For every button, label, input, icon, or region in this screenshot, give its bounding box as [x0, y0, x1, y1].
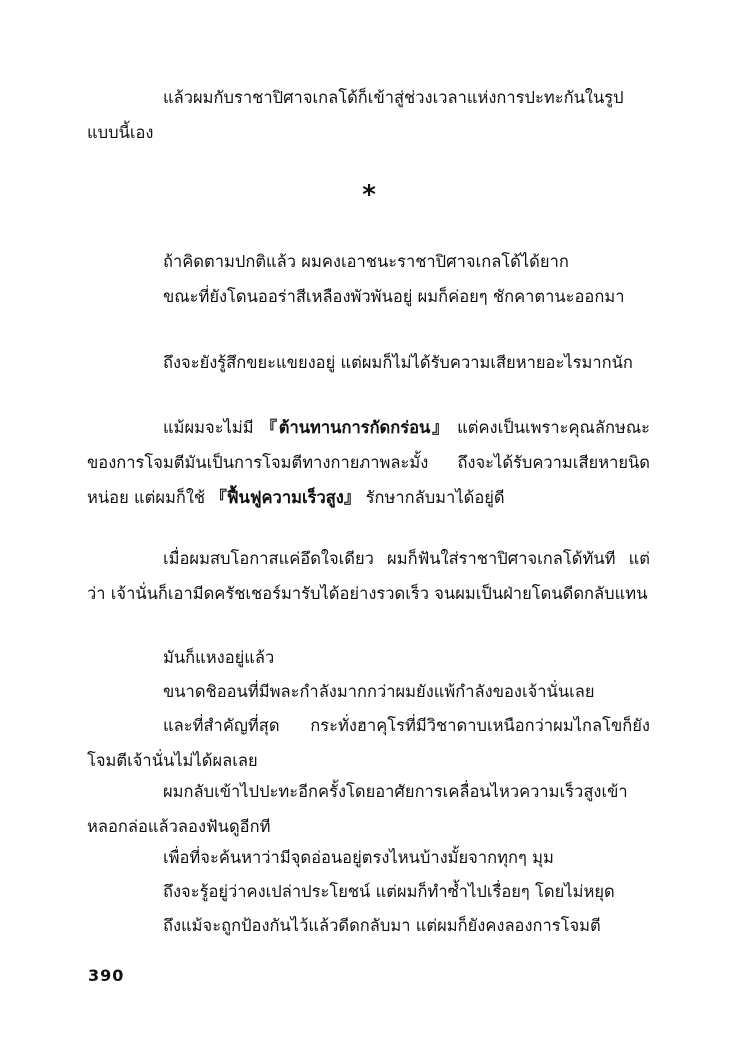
- paragraph-3: ขณะที่ยังโดนออร่าสีเหลืองพัวพันอยู่ ผมก็ค่อยๆ ชักคาตานะออกมา: [163, 287, 625, 306]
- paragraph-5-text-middle: แต่คงเป็นเพราะคุณลักษณะของการโจมตีมันเป็นการโจมตีทางกายภาพละมั้ง ถึงจะได้รับความเสียหายนิดหน่อย แต่ผมก็ใช้: [87, 418, 650, 507]
- paragraph-8: ขนาดชิออนที่มีพละกำลังมากกว่าผมยังแพ้กำลังของเจ้านั่นเลย: [163, 682, 595, 701]
- paragraph-11: เพื่อที่จะค้นหาว่ามีจุดอ่อนอยู่ตรงไหนบ้างมั้ยจากทุกๆ มุม: [163, 848, 554, 867]
- paragraph-4: ถึงจะยังรู้สึกขยะแขยงอยู่ แต่ผมก็ไม่ได้รับความเสียหายอะไรมากนัก: [163, 353, 633, 372]
- paragraph-7: มันก็แหงอยู่แล้ว: [163, 648, 275, 667]
- paragraph-5-text-start: แม้ผมจะไม่มี: [163, 418, 261, 437]
- paragraph-6: เมื่อผมสบโอกาสแค่อึดใจเดียว ผมก็ฟันใส่ราชาปิศาจเกลโด้ทันที แต่ว่า เจ้านั่นก็เอามีดครัชเชอร์มารับได้อย่างรวดเร็ว จนผมเป็นฝ่ายโดนดีดกลับแทน: [87, 549, 650, 603]
- paragraph-1: แล้วผมกับราชาปิศาจเกลโด้ก็เข้าสู่ช่วงเวลาแห่งการปะทะกันในรูปแบบนี้เอง: [87, 88, 624, 142]
- paragraph-13: ถึงแม้จะถูกป้องกันไว้แล้วดีดกลับมา แต่ผมก็ยังคงลองการโจมตี: [163, 916, 601, 935]
- paragraph-12: ถึงจะรู้อยู่ว่าคงเปล่าประโยชน์ แต่ผมก็ทำซ้ำไปเรื่อยๆ โดยไม่หยุด: [163, 882, 615, 901]
- section-separator: *: [362, 180, 376, 210]
- skill-name-corrosion-resistance: 『ต้านทานการกัดกร่อน』: [260, 418, 451, 437]
- paragraph-9: และที่สำคัญที่สุด กระทั่งฮาคุโรที่มีวิชาดาบเหนือกว่าผมไกลโขก็ยังโจมตีเจ้านั่นไม่ได้ผลเลย: [87, 716, 650, 770]
- paragraph-5: [87, 410, 650, 515]
- paragraph-5-text-end: รักษากลับมาได้อยู่ดี: [360, 488, 505, 507]
- page-number: 390: [88, 966, 125, 985]
- paragraph-2: ถ้าคิดตามปกติแล้ว ผมคงเอาชนะราชาปิศาจเกลโด้ได้ยาก: [163, 252, 569, 271]
- skill-name-high-speed-regeneration: 『ฟื้นฟูความเร็วสูง』: [210, 488, 361, 507]
- paragraph-10: ผมกลับเข้าไปปะทะอีกครั้งโดยอาศัยการเคลื่อนไหวความเร็วสูงเข้าหลอกล่อแล้วลองฟันดูอีกที: [87, 782, 628, 836]
